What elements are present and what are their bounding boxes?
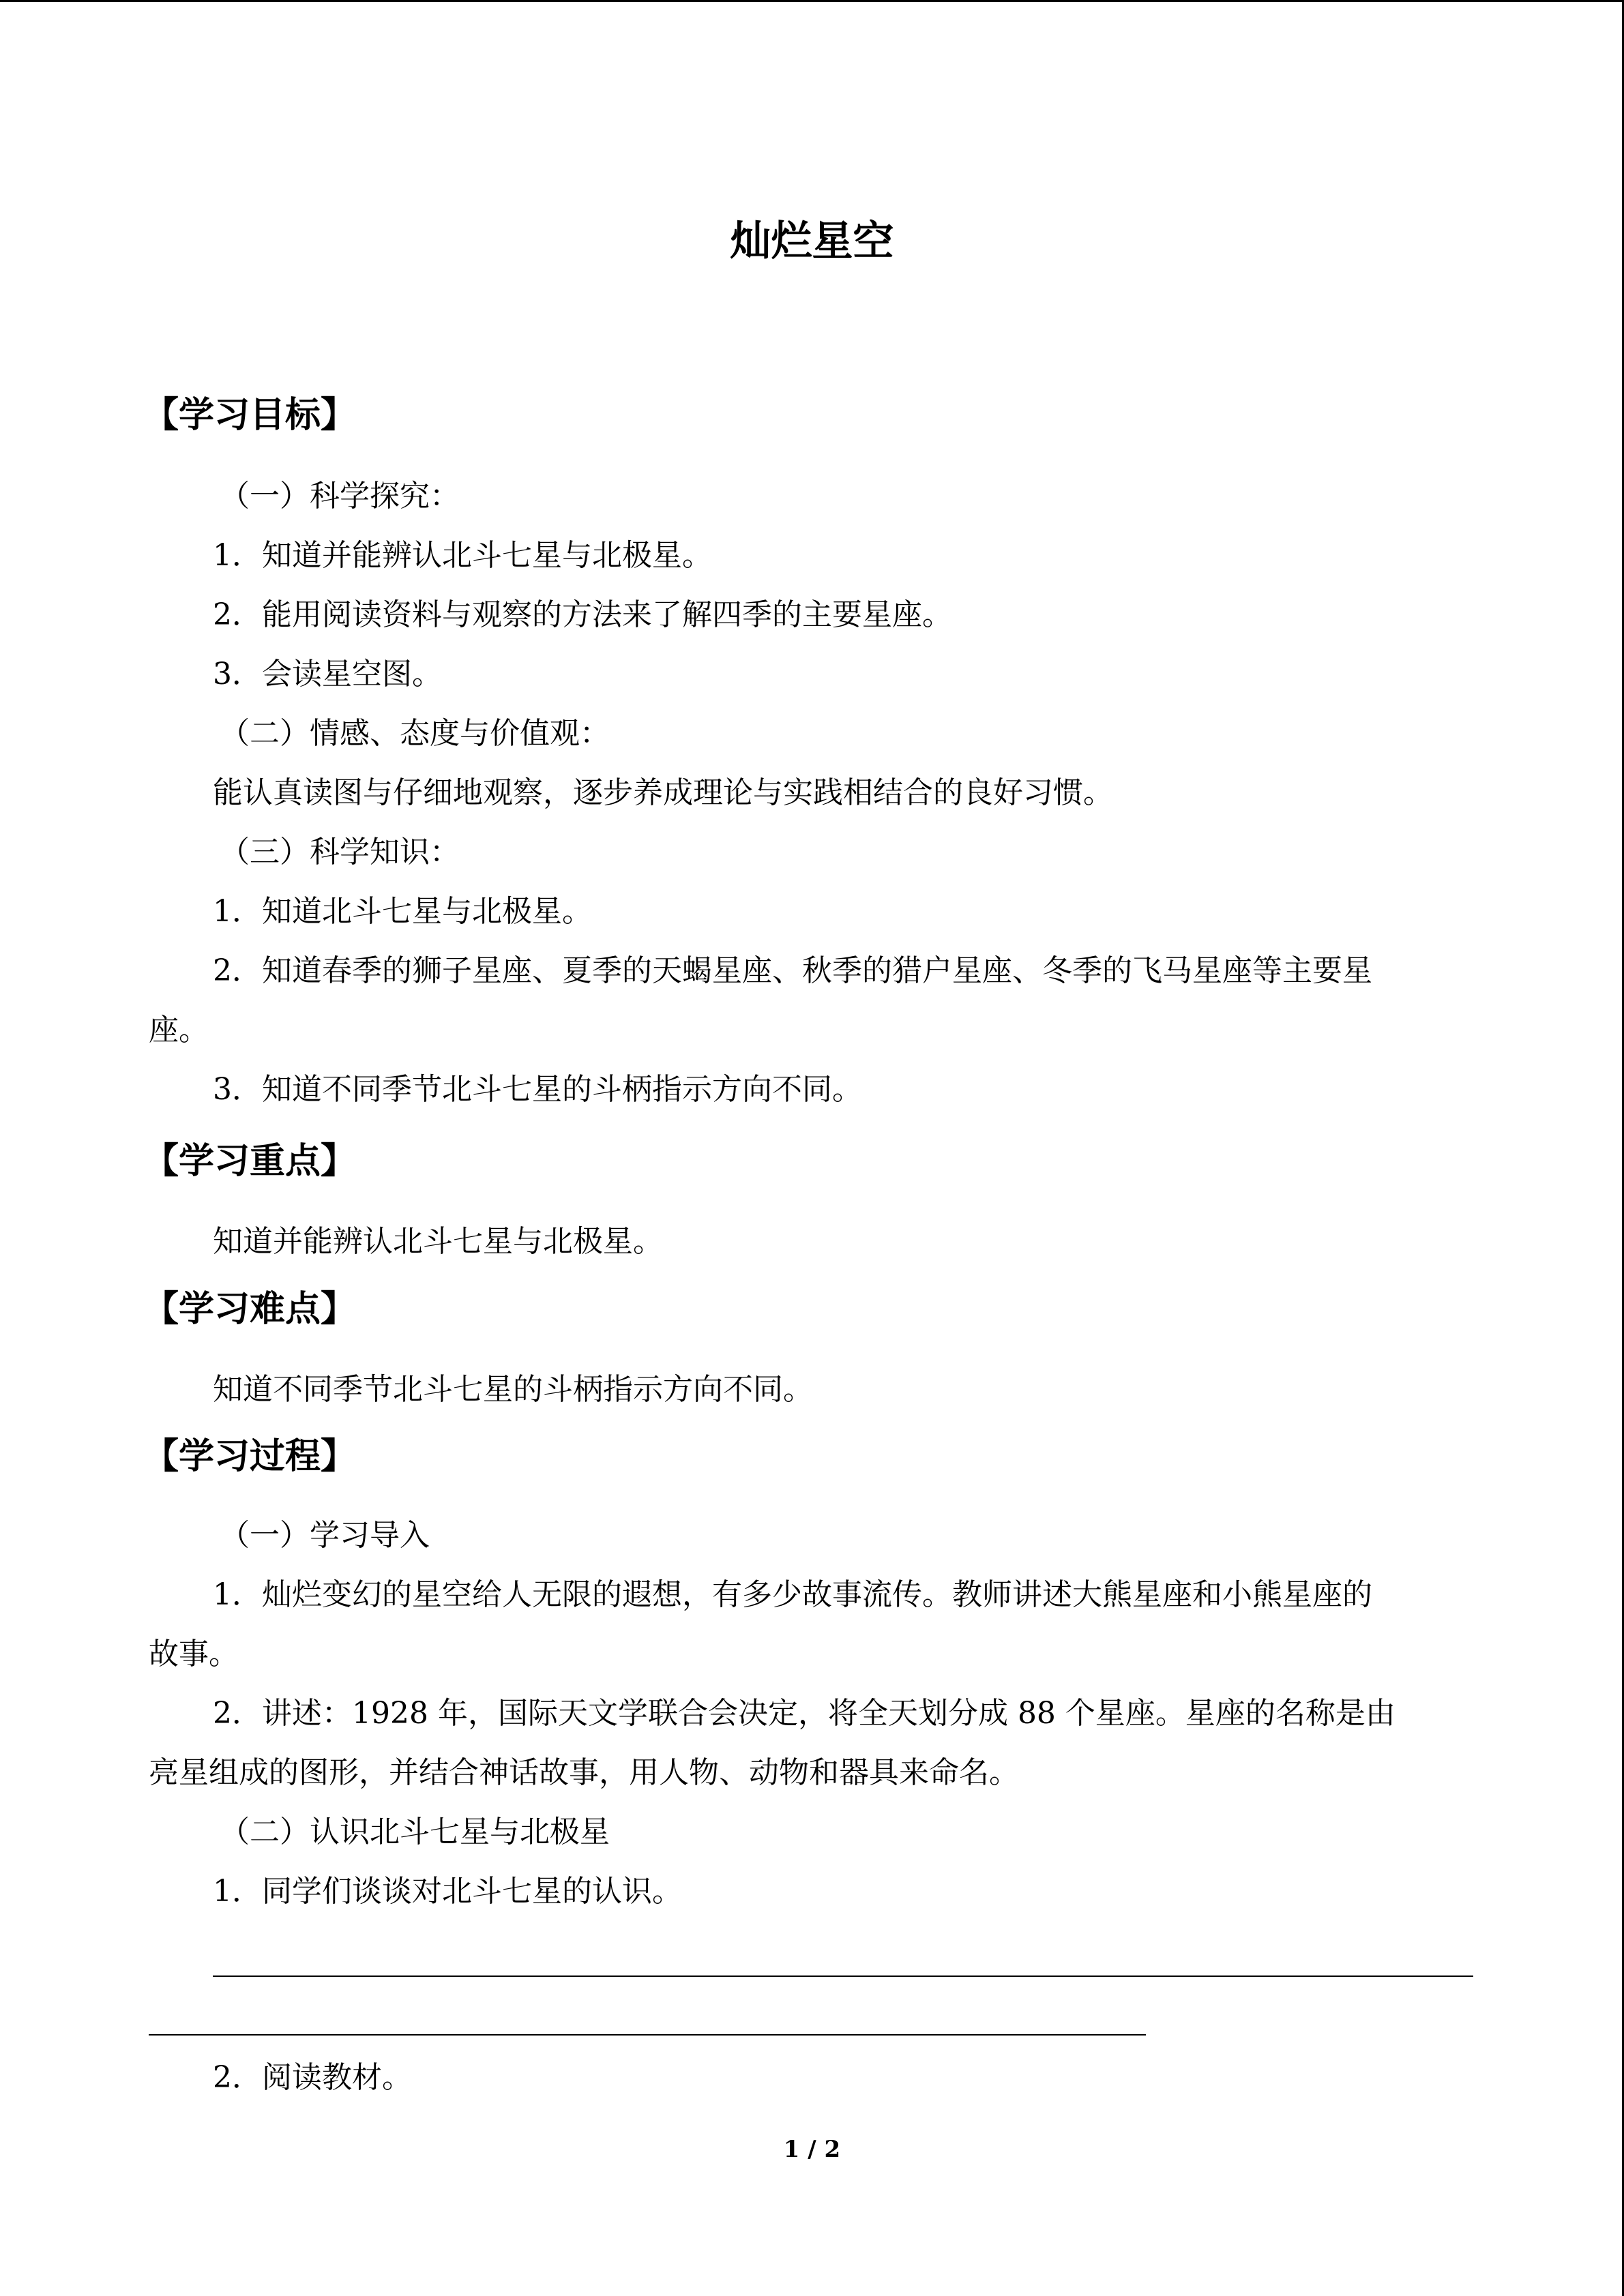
goals-item-7: 3．知道不同季节北斗七星的斗柄指示方向不同。: [213, 1072, 862, 1107]
goals-item-3: 3．会读星空图。: [213, 657, 442, 691]
goals-sub-inquiry: （一）科学探究：: [220, 479, 460, 513]
process-heading: 【学习过程】: [143, 1436, 357, 1477]
key-points-text: 知道并能辨认北斗七星与北极星。: [213, 1224, 663, 1259]
goals-item-1: 1．知道并能辨认北斗七星与北极星。: [213, 538, 712, 573]
answer-blank-line-1: [213, 1976, 1473, 1977]
difficulties-heading: 【学习难点】: [143, 1289, 357, 1330]
document-title: 灿烂星空: [730, 218, 894, 265]
goals-sub-knowledge: （三）科学知识：: [220, 835, 460, 869]
page-number: 1 / 2: [783, 2136, 841, 2163]
process-item-2-line-2: 亮星组成的图形，并结合神话故事，用人物、动物和器具来命名。: [149, 1755, 1019, 1790]
goals-item-4: 能认真读图与仔细地观察，逐步养成理论与实践相结合的良好习惯。: [213, 775, 1113, 810]
answer-blank-line-2: [149, 2034, 1146, 2036]
process-item-1-line-1: 1．灿烂变幻的星空给人无限的遐想，有多少故事流传。教师讲述大熊星座和小熊星座的: [213, 1577, 1372, 1612]
goals-sub-attitude: （二）情感、态度与价值观：: [220, 716, 610, 751]
goals-item-5: 1．知道北斗七星与北极星。: [213, 894, 592, 929]
key-points-heading: 【学习重点】: [143, 1141, 357, 1182]
process-item-1-line-2: 故事。: [149, 1637, 239, 1671]
goals-item-2: 2．能用阅读资料与观察的方法来了解四季的主要星座。: [213, 597, 952, 632]
difficulties-text: 知道不同季节北斗七星的斗柄指示方向不同。: [213, 1372, 813, 1407]
goals-item-6-line-2: 座。: [149, 1013, 209, 1047]
process-item-3: 1．同学们谈谈对北斗七星的认识。: [213, 1874, 682, 1909]
process-item-4: 2．阅读教材。: [213, 2060, 412, 2095]
goals-item-6-line-1: 2．知道春季的狮子星座、夏季的天蝎星座、秋季的猎户星座、冬季的飞马星座等主要星: [213, 953, 1372, 988]
process-sub-identify: （二）认识北斗七星与北极星: [220, 1815, 610, 1849]
goals-heading: 【学习目标】: [143, 395, 357, 436]
process-item-2-line-1: 2．讲述：1928 年，国际天文学联合会决定，将全天划分成 88 个星座。星座的名称是由: [213, 1696, 1396, 1731]
process-sub-intro: （一）学习导入: [220, 1518, 430, 1553]
